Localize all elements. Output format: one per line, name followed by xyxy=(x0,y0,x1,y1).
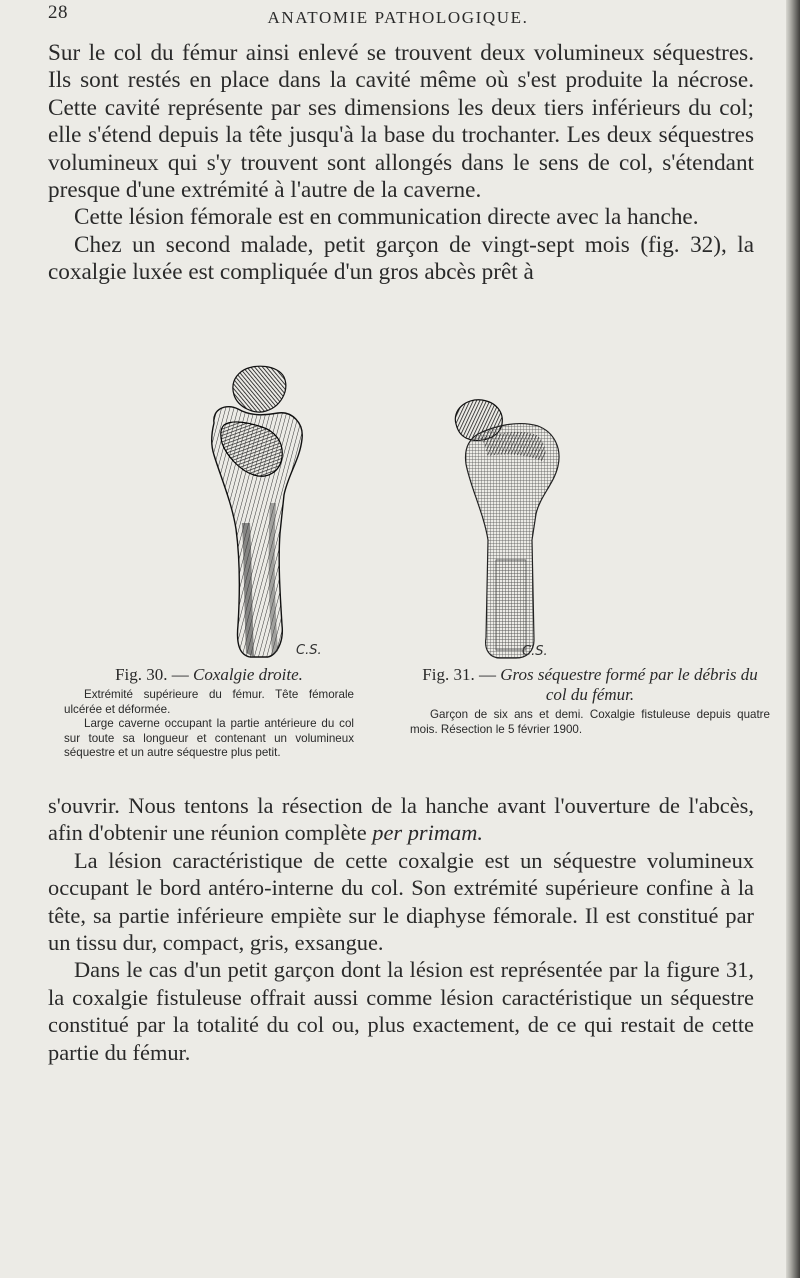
figure-30-caption-title: Fig. 30. — Coxalgie droite. xyxy=(115,665,303,684)
figure-31-illustration xyxy=(448,390,568,660)
figure-31-signature: C.S. xyxy=(522,644,548,659)
figure-31-description xyxy=(410,708,770,737)
figure-30-illustration xyxy=(192,363,322,661)
figure-30-desc-1: Extrémité supérieure du fémur. Tête fémorale ulcérée et déformée. xyxy=(64,688,354,716)
book-page-edge xyxy=(786,0,800,1278)
top-body-text xyxy=(48,40,754,287)
paragraph-1: Sur le col du fémur ainsi enlevé se trouvent deux volumineux séquestres. Ils sont restés en place dans la cavité même où s'est produite la nécrose. Cette cavité représente par ses dimensions les deux tiers inférieurs du col; elle s'étend depuis la tête jusqu'à la base du trochanter. Les deux séquestres volumineux qui s'y trouvent sont allongés dans le sens de col, s'étendant presque d'une extrémité à l'autre de la caverne. xyxy=(48,40,754,204)
figure-30-signature: C.S. xyxy=(296,643,322,658)
figure-30-label: Fig. 30. xyxy=(115,665,168,684)
paragraph-5: La lésion caractéristique de cette coxalgie est un séquestre volumineux occupant le bord antéro-interne du col. Son extrémité supérieure confine à la tête, sa partie inférieure empiète sur le diaphyse fémorale. Il est constitué par un tissu dur, compact, gris, exsangue. xyxy=(48,847,754,956)
paragraph-2: Cette lésion fémorale est en communication directe avec la hanche. xyxy=(74,204,699,231)
figure-31-label: Fig. 31. xyxy=(422,665,475,684)
figure-31-caption xyxy=(410,665,770,737)
figure-30-caption xyxy=(64,665,354,761)
paragraph-4-italic: per primam. xyxy=(372,820,483,846)
figure-30-description xyxy=(64,688,354,761)
figure-30-title: Coxalgie droite. xyxy=(193,665,303,684)
page-number: 28 xyxy=(48,2,68,23)
running-head: ANATOMIE PATHOLOGIQUE. xyxy=(267,8,529,27)
paragraph-6: Dans le cas d'un petit garçon dont la lésion est représentée par la figure 31, la coxalgie fistuleuse offrait aussi comme lésion caractéristique un séquestre constitué par la totalité du col ou, plus exactement, de ce qui restait de cette partie du fémur. xyxy=(48,957,754,1065)
page-header xyxy=(48,2,748,32)
paragraph-4-text: s'ouvrir. Nous tentons la résection de la hanche avant l'ouverture de l'abcès, afin d'obtenir une réunion complète xyxy=(48,793,754,846)
bottom-body-text xyxy=(48,792,754,1066)
figure-31-caption-title: Fig. 31. — Gros séquestre formé par le débris du col du fémur. xyxy=(422,665,758,704)
figure-31-desc-1: Garçon de six ans et demi. Coxalgie fistuleuse depuis quatre mois. Résection le 5 février 1900. xyxy=(410,708,770,736)
paragraph-3: Chez un second malade, petit garçon de vingt-sept mois (fig. 32), la coxalgie luxée est compliquée d'un gros abcès prêt à xyxy=(48,231,754,286)
femur-engraving-30 xyxy=(192,363,322,661)
sequestrum-engraving-31 xyxy=(448,390,568,660)
figure-31-title: Gros séquestre formé par le débris du col du fémur. xyxy=(500,665,758,704)
paragraph-4 xyxy=(48,792,754,847)
figure-30-desc-2: Large caverne occupant la partie antérieure du col sur toute sa longueur et contenant un volumineux séquestre et un autre séquestre plus petit. xyxy=(64,717,354,760)
